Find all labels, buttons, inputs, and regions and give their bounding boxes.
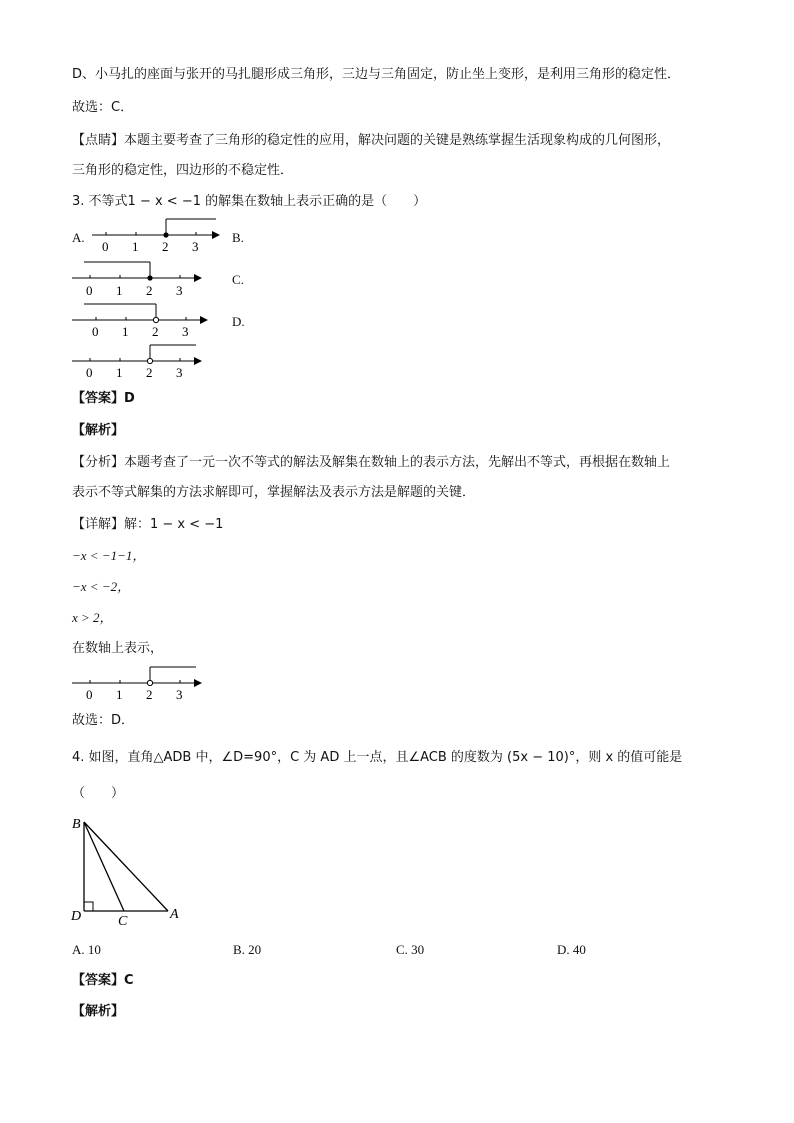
tick-1: 1 xyxy=(116,283,123,298)
step-2: −x < −2， xyxy=(72,579,131,594)
q4-option-b: B. 20 xyxy=(233,942,262,957)
vertex-d-label: D xyxy=(71,909,82,924)
tick-0: 0 xyxy=(92,324,99,339)
step-4: 在数轴上表示， xyxy=(72,641,164,656)
q4-option-c: C. 30 xyxy=(396,942,425,957)
vertex-c-label: C xyxy=(118,914,128,925)
q4-option-d: D. 40 xyxy=(557,942,586,957)
tick-3: 3 xyxy=(192,239,199,254)
step-1: −x < −1−1， xyxy=(72,548,146,563)
step-3: x > 2， xyxy=(72,610,113,625)
tick-2: 2 xyxy=(146,283,153,298)
tick-1: 1 xyxy=(132,239,139,254)
number-line-option-b xyxy=(68,256,208,298)
analysis-3-line-2: 表示不等式解集的方法求解即可，掌握解法及表示方法是解题的关键． xyxy=(72,485,476,500)
number-line-option-c xyxy=(68,300,213,342)
tick-2: 2 xyxy=(162,239,169,254)
tick-0: 0 xyxy=(102,239,109,254)
line-option-d-explanation: D、小马扎的座面与张开的马扎腿形成三角形，三边与三角固定，防止坐上变形，是利用三角形的稳定性． xyxy=(72,67,681,82)
tick-0: 0 xyxy=(86,283,93,298)
tick-2: 2 xyxy=(146,365,153,380)
q3-option-a-label: A. xyxy=(72,230,85,245)
tick-1: 1 xyxy=(116,365,123,380)
analysis-3-line-1: 【分析】本题考查了一元一次不等式的解法及解集在数轴上的表示方法，先解出不等式，再根据在数轴上 xyxy=(72,455,671,470)
tick-3: 3 xyxy=(176,687,183,702)
tick-2: 2 xyxy=(146,687,153,702)
q3-option-b-label: B. xyxy=(232,230,244,245)
tick-2: 2 xyxy=(152,324,159,339)
question-4: 4. 如图，直角△ADB 中，∠D=90°，C 为 AD 上一点，且∠ACB 的度数为 (5x − 10)°，则 x 的值可能是 xyxy=(72,750,683,765)
analysis-3-heading: 【解析】 xyxy=(72,423,125,438)
tick-3: 3 xyxy=(176,283,183,298)
triangle-figure xyxy=(68,810,188,925)
tick-0: 0 xyxy=(86,687,93,702)
analysis-4-heading: 【解析】 xyxy=(72,1004,125,1019)
detail-3: 【详解】解：1 − x < −1 xyxy=(72,517,224,532)
answer-3: 【答案】D xyxy=(72,391,135,406)
number-line-option-d xyxy=(68,341,208,383)
tick-3: 3 xyxy=(182,324,189,339)
q3-option-c-label: C. xyxy=(232,272,244,287)
line-choose-c: 故选：C． xyxy=(72,100,134,115)
number-line-solution xyxy=(68,661,208,703)
line-comment-1: 【点睛】本题主要考查了三角形的稳定性的应用，解决问题的关键是熟练掌握生活现象构成的几何图形， xyxy=(72,133,671,148)
line-comment-2: 三角形的稳定性，四边形的不稳定性． xyxy=(72,163,294,178)
tick-3: 3 xyxy=(176,365,183,380)
tick-0: 0 xyxy=(86,365,93,380)
tick-1: 1 xyxy=(122,324,129,339)
tick-1: 1 xyxy=(116,687,123,702)
q4-option-a: A. 10 xyxy=(72,942,101,957)
q3-option-d-label: D. xyxy=(232,314,245,329)
question-3: 3. 不等式1 − x < −1 的解集在数轴上表示正确的是（ ） xyxy=(72,194,427,209)
choose-d: 故选：D． xyxy=(72,713,135,728)
vertex-a-label: A xyxy=(170,907,179,922)
vertex-b-label: B xyxy=(72,817,81,832)
answer-4: 【答案】C xyxy=(72,973,134,988)
number-line-option-a xyxy=(88,215,228,255)
question-4-blank: （ ） xyxy=(72,786,125,801)
